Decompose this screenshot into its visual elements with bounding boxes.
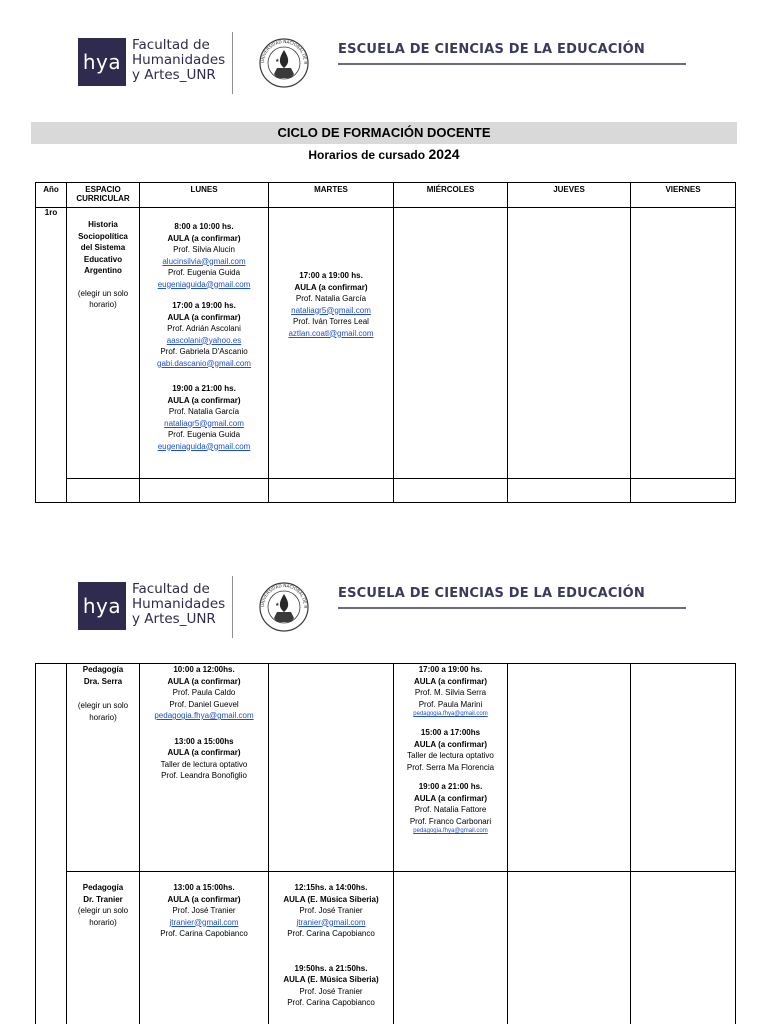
col-header-year: Año [36,183,67,208]
slot-room: AULA (a confirmar) [167,312,241,322]
schedule-slot [140,300,268,369]
faculty-header [78,574,698,640]
wednesday-cell [394,208,508,479]
faculty-name [132,582,225,627]
thursday-cell [508,872,631,1024]
svg-text:★: ★ [275,58,280,64]
school-underline [338,63,686,65]
page-subtitle [31,146,737,162]
col-header-wednesday: MIÉRCOLES [394,183,508,208]
subject-line: Dr. Tranier [83,894,123,904]
tuesday-cell [269,872,394,1024]
professor-name: Prof. Paula Caldo [172,688,236,697]
empty-cell [140,479,269,503]
email-link[interactable]: pedagogia.fhya@gmail.com [154,711,254,720]
seal-text: UNIVERSIDAD NACIONAL DE R [259,582,309,609]
professor-name: Prof. Silvia Alucin [173,245,235,254]
slot-room: AULA (a confirmar) [413,739,488,749]
email-link[interactable]: nataliagr5@gmail.com [291,305,371,315]
professor-name: Prof. Leandra Bonofiglio [161,771,247,780]
col-header-friday: VIERNES [631,183,736,208]
slot-room: AULA (a confirmar) [167,233,241,243]
slot-time: 19:50hs. a 21:50hs. [294,963,368,973]
subject-cell [67,872,140,1024]
email-link[interactable]: jtranier@gmail.com [169,917,239,927]
slot-time: 13:00 a 15:00hs [174,736,234,746]
unr-seal-icon [258,30,310,96]
empty-cell [269,479,394,503]
slot-room: AULA (E. Música Siberia) [283,975,379,984]
professor-name: Prof. Carina Capobianco [287,929,375,938]
subject-line: Historia [88,220,118,229]
schedule-slot [269,963,393,1009]
schedule-table-continued [35,663,736,1024]
slot-time: 17:00 a 19:00 hs. [299,271,363,280]
empty-cell [631,479,736,503]
table-row [36,872,736,1024]
professor-name: Prof. Franco Carbonari [409,816,492,826]
faculty-line: Facultad de [132,37,210,53]
faculty-line: Facultad de [132,581,210,597]
subject-line: Sociopolítica [78,231,128,241]
year-cell: 1ro [36,208,67,503]
subtitle-year: 2024 [428,146,460,162]
tuesday-cell [269,664,394,872]
professor-name: Taller de lectura optativo [407,751,494,760]
schedule-slot [269,270,393,339]
slot-room: AULA (a confirmar) [167,395,241,405]
subject-line: Educativo [83,254,123,264]
table-row [36,664,736,872]
slot-time: 17:00 a 19:00 hs. [172,301,236,310]
faculty-line: Humanidades [132,596,226,612]
professor-name: Prof. Eugenia Guida [167,430,241,439]
email-link[interactable]: nataliagr5@gmail.com [164,418,244,428]
subject-line: Pedagogía [82,883,124,892]
email-link[interactable]: alucinsilvia@gmail.com [162,256,246,266]
empty-cell [508,479,631,503]
professor-name: Prof. Gabriela D'Ascanio [160,347,248,356]
friday-cell [631,208,736,479]
slot-time: 19:00 a 21:00 hs. [172,384,236,393]
faculty-line: y Artes_UNR [132,67,216,83]
schedule-slot [394,781,507,836]
email-link[interactable]: aascolani@yahoo.es [166,335,242,345]
email-link[interactable]: eugeniaguida@gmail.com [157,279,251,289]
subject-line: Dra. Serra [83,676,123,686]
slot-time: 17:00 a 19:00 hs. [418,665,483,674]
table-header-row [36,183,736,208]
school-name: ESCUELA DE CIENCIAS DE LA EDUCACIÓN [338,586,645,601]
subject-note: (elegir un solo [77,906,129,915]
table-row [36,479,736,503]
hya-logo: hya [78,582,126,630]
friday-cell [631,872,736,1024]
subject-line: del Sistema [80,243,126,252]
subject-cell [67,208,140,479]
friday-cell [631,664,736,872]
subject-note: (elegir un solo [77,701,129,710]
svg-text:★: ★ [275,602,280,608]
subject-line: Argentino [84,266,122,275]
thursday-cell [508,208,631,479]
school-underline [338,607,686,609]
professor-name: Prof. Natalia García [168,407,240,416]
professor-name: Prof. Serra Ma Florencia [406,762,495,772]
monday-cell [140,872,269,1024]
col-header-monday: LUNES [140,183,269,208]
email-link[interactable]: aztlan.coatl@gmail.com [288,328,374,338]
monday-cell [140,208,269,479]
slot-time: 19:00 a 21:00 hs. [418,782,483,791]
schedule-slot [394,727,507,773]
professor-name: Prof. Natalia Fattore [414,805,487,814]
col-header-thursday: JUEVES [508,183,631,208]
slot-time: 12:15hs. a 14:00hs. [294,883,368,892]
schedule-slot [140,736,268,782]
schedule-slot [269,882,393,940]
professor-name: Prof. Natalia García [295,294,367,303]
col-header-subject: ESPACIO CURRICULAR [67,183,140,208]
schedule-slot [140,221,268,290]
faculty-name [132,38,225,83]
wednesday-cell [394,872,508,1024]
slot-room: AULA (a confirmar) [413,793,488,803]
page-title: CICLO DE FORMACIÓN DOCENTE [31,122,737,144]
email-link[interactable]: eugeniaguida@gmail.com [157,441,251,451]
hya-logo: hya [78,38,126,86]
slot-room: AULA (a confirmar) [413,676,488,686]
empty-cell [67,479,140,503]
slot-room: AULA (a confirmar) [167,894,241,904]
monday-cell [140,664,269,872]
professor-name: Prof. Eugenia Guida [167,268,241,277]
header-divider [232,32,233,94]
professor-name: Prof. José Tranier [299,906,363,915]
professor-name: Prof. Iván Torres Leal [293,317,369,326]
seal-text: UNIVERSIDAD NACIONAL DE R [259,38,309,65]
email-link[interactable]: pedagogia.fhya@gmail.com [413,711,488,717]
table-row [36,208,736,479]
schedule-slot [140,882,268,940]
email-link[interactable]: gabi.dascanio@gmail.com [157,358,251,368]
schedule-slot [140,664,268,722]
schedule-slot [394,664,507,719]
tuesday-cell [269,208,394,479]
professor-name: Prof. Daniel Guevel [169,699,239,709]
professor-name: Prof. José Tranier [299,986,363,996]
schedule-table [35,182,736,503]
col-header-tuesday: MARTES [269,183,394,208]
faculty-line: Humanidades [132,52,226,68]
subject-note: (elegir un solo [77,288,129,298]
wednesday-cell [394,664,508,872]
slot-time: 13:00 a 15:00hs. [173,883,235,892]
slot-room: AULA (a confirmar) [294,282,368,292]
email-link[interactable]: jtranier@gmail.com [296,917,366,927]
thursday-cell [508,664,631,872]
unr-seal-icon [258,574,310,640]
professor-name: Prof. Carina Capobianco [287,998,375,1007]
header-divider [232,576,233,638]
slot-room: AULA (E. Música Siberia) [283,894,379,904]
professor-name: Prof. Adrián Ascolani [167,324,241,333]
slot-time: 10:00 a 12:00hs. [173,665,235,674]
school-name: ESCUELA DE CIENCIAS DE LA EDUCACIÓN [338,42,645,57]
subject-note: horario) [89,300,117,309]
subject-line: Pedagogía [82,665,124,674]
subject-cell [67,664,140,872]
professor-name: Taller de lectura optativo [160,759,248,769]
subtitle-text: Horarios de cursado [308,148,429,162]
professor-name: Prof. M. Silvia Serra [414,688,487,697]
slot-room: AULA (a confirmar) [167,676,241,686]
slot-time: 8:00 a 10:00 hs. [174,222,234,231]
year-cell [36,664,67,1024]
slot-time: 15:00 a 17:00hs [420,728,481,737]
professor-name: Prof. José Tranier [172,906,236,915]
empty-cell [394,479,508,503]
schedule-slot [140,383,268,452]
subject-note: horario) [89,712,117,722]
faculty-header [78,30,698,96]
email-link[interactable]: pedagogia.fhya@gmail.com [413,828,488,834]
professor-name: Prof. Paula Marini [418,699,483,709]
professor-name: Prof. Carina Capobianco [160,929,248,938]
faculty-line: y Artes_UNR [132,611,216,627]
slot-room: AULA (a confirmar) [167,748,241,757]
subject-note: horario) [89,917,117,927]
